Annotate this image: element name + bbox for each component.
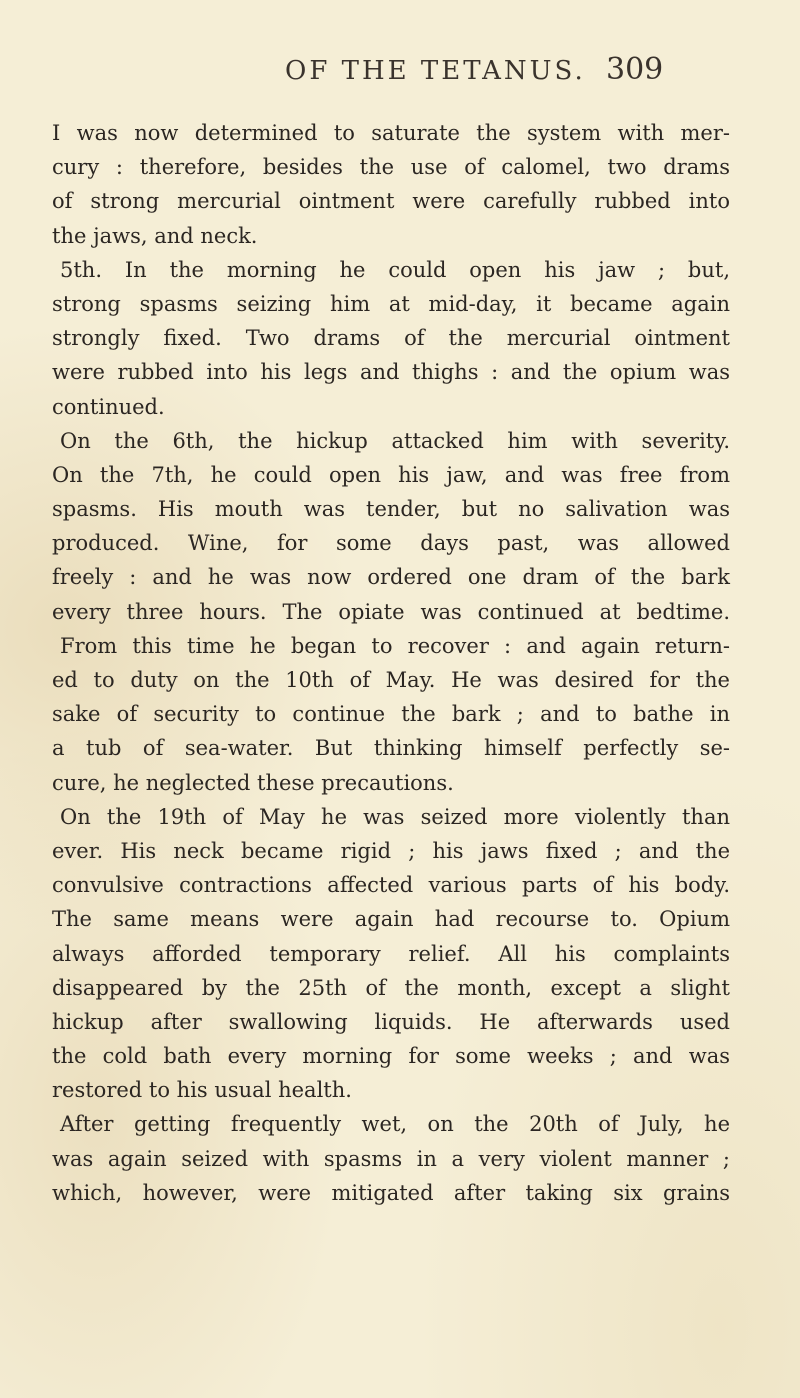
- text-line: always afforded temporary relief. All his complaints: [52, 941, 730, 966]
- text-line: freely : and he was now ordered one dram of the bark: [52, 565, 730, 590]
- text-line: restored to his usual health.: [52, 1078, 352, 1103]
- text-line: a tub of sea-water. But thinking himself perfectly se-: [52, 736, 730, 761]
- text-line: 5th. In the morning he could open his jaw ; but,: [60, 257, 730, 282]
- running-head-title: OF THE TETANUS.: [285, 56, 586, 86]
- text-line: On the 6th, the hickup attacked him with severity.: [60, 428, 730, 453]
- text-line: were rubbed into his legs and thighs : and the opium was: [52, 360, 730, 385]
- text-line: sake of security to continue the bark ; and to bathe in: [52, 702, 730, 727]
- text-line: On the 19th of May he was seized more violently than: [60, 804, 730, 829]
- text-line: From this time he began to recover : and again return-: [60, 633, 730, 658]
- text-line: On the 7th, he could open his jaw, and was free from: [52, 462, 730, 487]
- text-line: which, however, were mitigated after taking six grains: [52, 1180, 730, 1205]
- text-line: produced. Wine, for some days past, was allowed: [52, 531, 730, 556]
- text-line: cury : therefore, besides the use of calomel, two drams: [52, 155, 730, 180]
- text-line: disappeared by the 25th of the month, except a slight: [52, 975, 730, 1000]
- text-line: After getting frequently wet, on the 20th of July, he: [60, 1112, 730, 1137]
- text-line: ever. His neck became rigid ; his jaws fixed ; and the: [52, 838, 730, 863]
- text-line: The same means were again had recourse to. Opium: [52, 907, 730, 932]
- text-line: the cold bath every morning for some weeks ; and was: [52, 1044, 730, 1069]
- text-line: was again seized with spasms in a very violent manner ;: [52, 1146, 730, 1171]
- text-line: continued.: [52, 394, 165, 419]
- body-text: [52, 116, 730, 1210]
- text-line: I was now determined to saturate the system with mer-: [52, 121, 730, 145]
- text-line: every three hours. The opiate was continued at bedtime.: [52, 599, 730, 624]
- text-line: strongly fixed. Two drams of the mercurial ointment: [52, 326, 730, 351]
- running-head: [0, 52, 800, 92]
- text-line: the jaws, and neck.: [52, 223, 258, 248]
- text-line: cure, he neglected these precautions.: [52, 770, 454, 795]
- text-line: of strong mercurial ointment were carefully rubbed into: [52, 189, 730, 214]
- text-line: hickup after swallowing liquids. He afterwards used: [52, 1009, 730, 1034]
- text-line: convulsive contractions affected various parts of his body.: [52, 873, 730, 898]
- text-line: spasms. His mouth was tender, but no salivation was: [52, 497, 730, 522]
- page-number: 309: [606, 52, 664, 87]
- text-line: strong spasms seizing him at mid-day, it became again: [52, 291, 730, 316]
- text-line: ed to duty on the 10th of May. He was desired for the: [52, 668, 730, 692]
